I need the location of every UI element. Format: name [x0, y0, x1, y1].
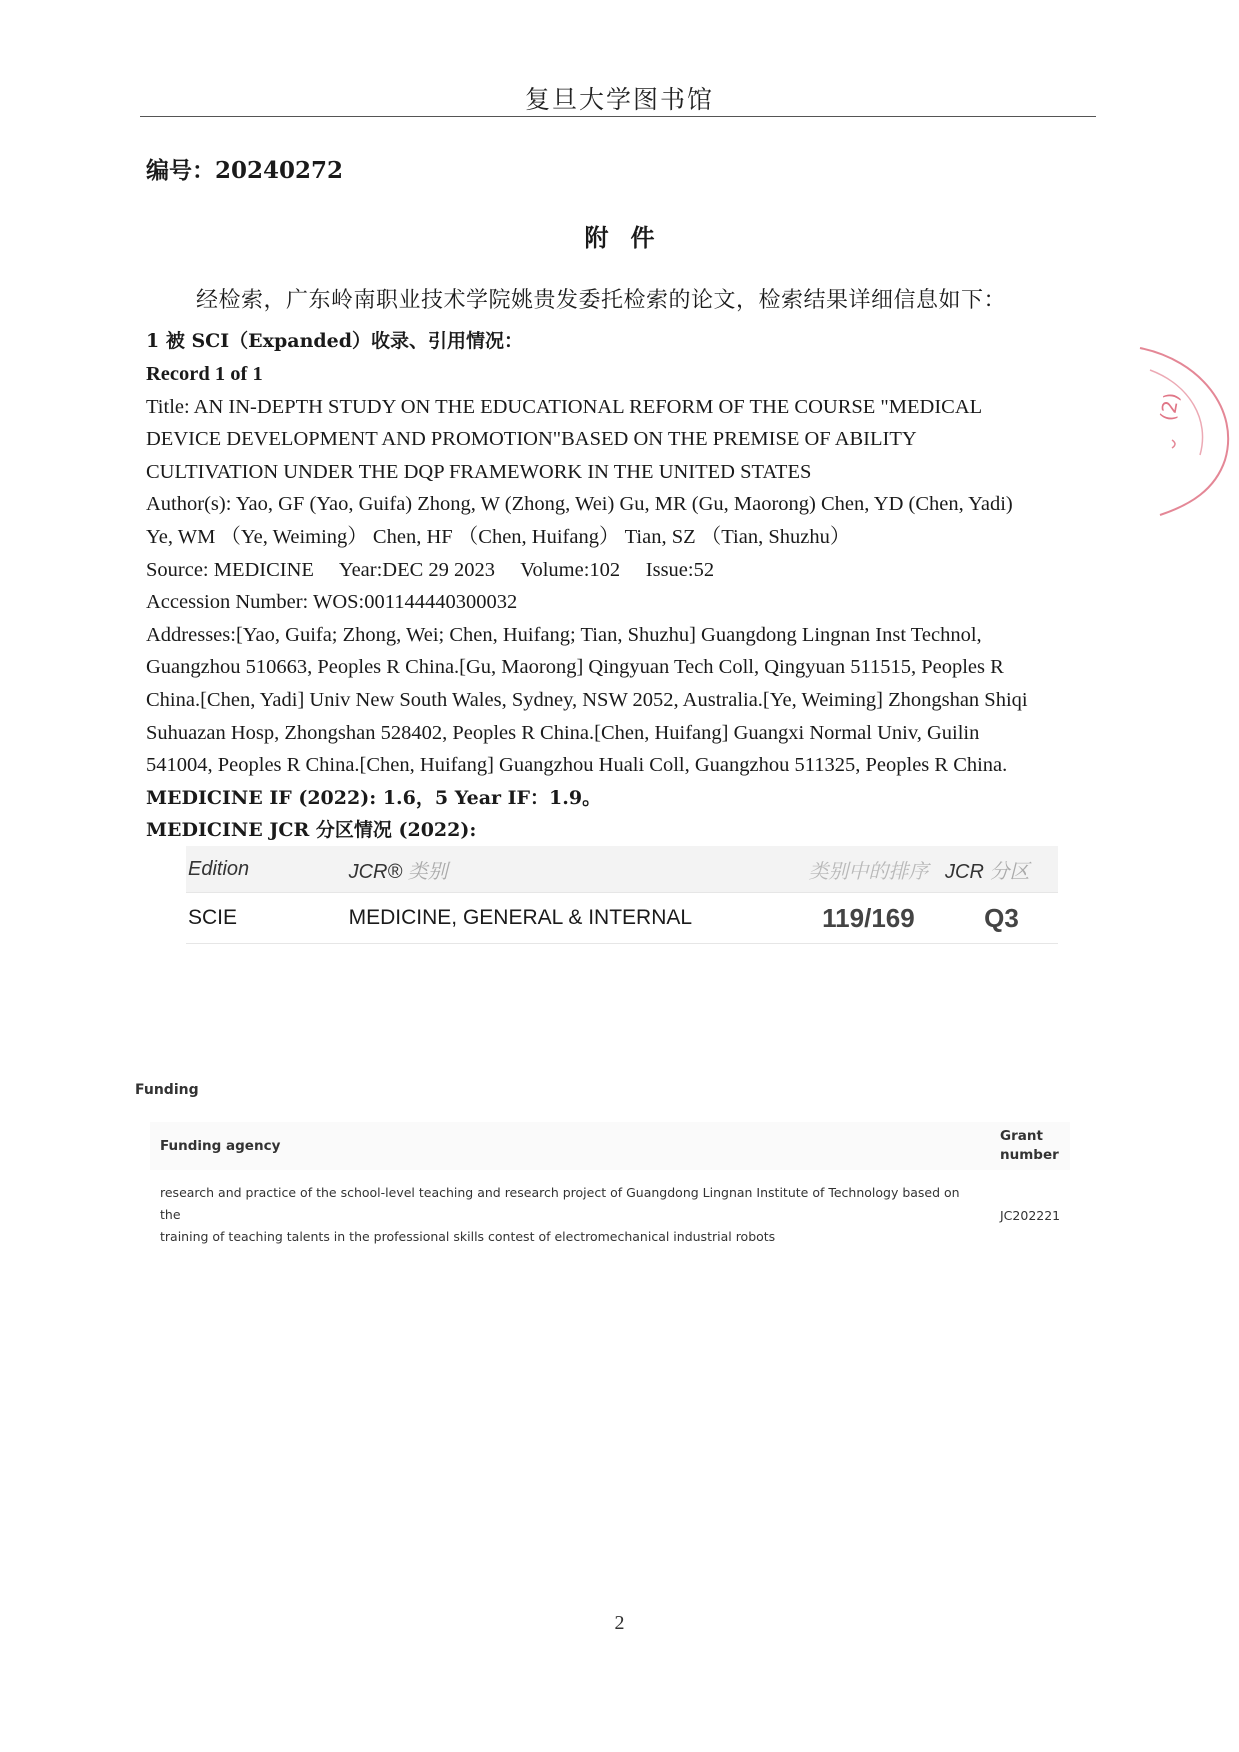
jcr-table-header-row	[186, 846, 1058, 893]
jcr-edition-cell: SCIE	[186, 893, 347, 944]
funding-header-row	[150, 1122, 1070, 1170]
funding-label: Funding	[135, 1082, 199, 1098]
red-seal-stamp	[1130, 340, 1239, 530]
sci-heading: 1 被 SCI（Expanded）收录、引用情况：	[146, 330, 524, 352]
jcr-table-row	[186, 893, 1058, 944]
record-title-line-1: Title: AN IN-DEPTH STUDY ON THE EDUCATIONAL REFORM OF THE COURSE "MEDICAL	[146, 395, 983, 418]
jcr-quartile-cell: Q3	[943, 893, 1058, 944]
serial-number: 编号：20240272	[146, 157, 344, 184]
stamp-text: (2)	[1155, 390, 1184, 423]
record-addresses-line-2: Guangzhou 510663, Peoples R China.[Gu, Maorong] Qingyuan Tech Coll, Qingyuan 511515, Peoples R	[146, 656, 1004, 679]
jcr-header-rank: 类别中的排序	[792, 846, 943, 893]
record-label: Record 1 of 1	[146, 363, 263, 385]
funding-row	[150, 1182, 1070, 1248]
grant-number-header: Grant number	[1000, 1128, 1059, 1163]
record-addresses-line-3: China.[Chen, Yadi] Univ New South Wales, Sydney, NSW 2052, Australia.[Ye, Weiming] Zhongshan Shiqi	[146, 688, 1028, 711]
jcr-rank-cell: 119/169	[792, 893, 943, 944]
jcr-heading: MEDICINE JCR 分区情况 (2022):	[146, 819, 477, 842]
attachment-title: 附件	[584, 224, 677, 252]
impact-factor-line: MEDICINE IF (2022): 1.6，5 Year IF：1.9。	[146, 786, 602, 809]
header-title: 复旦大学图书馆	[524, 85, 714, 114]
jcr-category-cell: MEDICINE, GENERAL & INTERNAL	[347, 893, 792, 944]
record-addresses-line-5: 541004, Peoples R China.[Chen, Huifang] Guangzhou Huali Coll, Guangzhou 511325, Peoples R China.	[146, 754, 1008, 777]
jcr-header-quartile: JCR 分区	[943, 846, 1058, 893]
grant-number-cell: JC202221	[1000, 1207, 1061, 1223]
jcr-header-edition: Edition	[186, 846, 347, 893]
record-addresses-line-4: Suhuazan Hosp, Zhongshan 528402, Peoples R China.[Chen, Huifang] Guangxi Normal Univ, Guilin	[146, 721, 980, 744]
record-authors-line-2: Ye, WM （Ye, Weiming） Chen, HF （Chen, Huifang） Tian, SZ （Tian, Shuzhu）	[146, 525, 851, 548]
funding-agency-cell: research and practice of the school-level teaching and research project of Guangdong Lingnan Institute of Technology based on the training of teaching talents in the professional skills contest of electromechanical industrial robots	[160, 1185, 960, 1244]
record-accession: Accession Number: WOS:001144440300032	[146, 591, 518, 614]
record-source: Source: MEDICINE Year:DEC 29 2023 Volume:102 Issue:52	[146, 558, 715, 581]
page-number: 2	[614, 1612, 625, 1634]
record-block	[146, 358, 1096, 847]
intro-paragraph: 经检索，广东岭南职业技术学院姚贵发委托检索的论文，检索结果详细信息如下：	[196, 288, 1007, 313]
record-title-line-3: CULTIVATION UNDER THE DQP FRAMEWORK IN THE UNITED STATES	[146, 460, 812, 483]
funding-table	[150, 1122, 1070, 1248]
funding-agency-header: Funding agency	[160, 1138, 281, 1154]
header-rule	[140, 116, 1096, 117]
record-addresses-line-1: Addresses:[Yao, Guifa; Zhong, Wei; Chen, Huifang; Tian, Shuzhu] Guangdong Lingnan Inst Technol,	[146, 623, 982, 646]
jcr-table	[186, 846, 1058, 944]
record-title-line-2: DEVICE DEVELOPMENT AND PROMOTION"BASED ON THE PREMISE OF ABILITY	[146, 428, 917, 451]
record-authors-line-1: Author(s): Yao, GF (Yao, Guifa) Zhong, W (Zhong, Wei) Gu, MR (Gu, Maorong) Chen, YD (Chen, Yadi)	[146, 493, 1013, 516]
jcr-header-category: JCR® 类别	[347, 846, 792, 893]
